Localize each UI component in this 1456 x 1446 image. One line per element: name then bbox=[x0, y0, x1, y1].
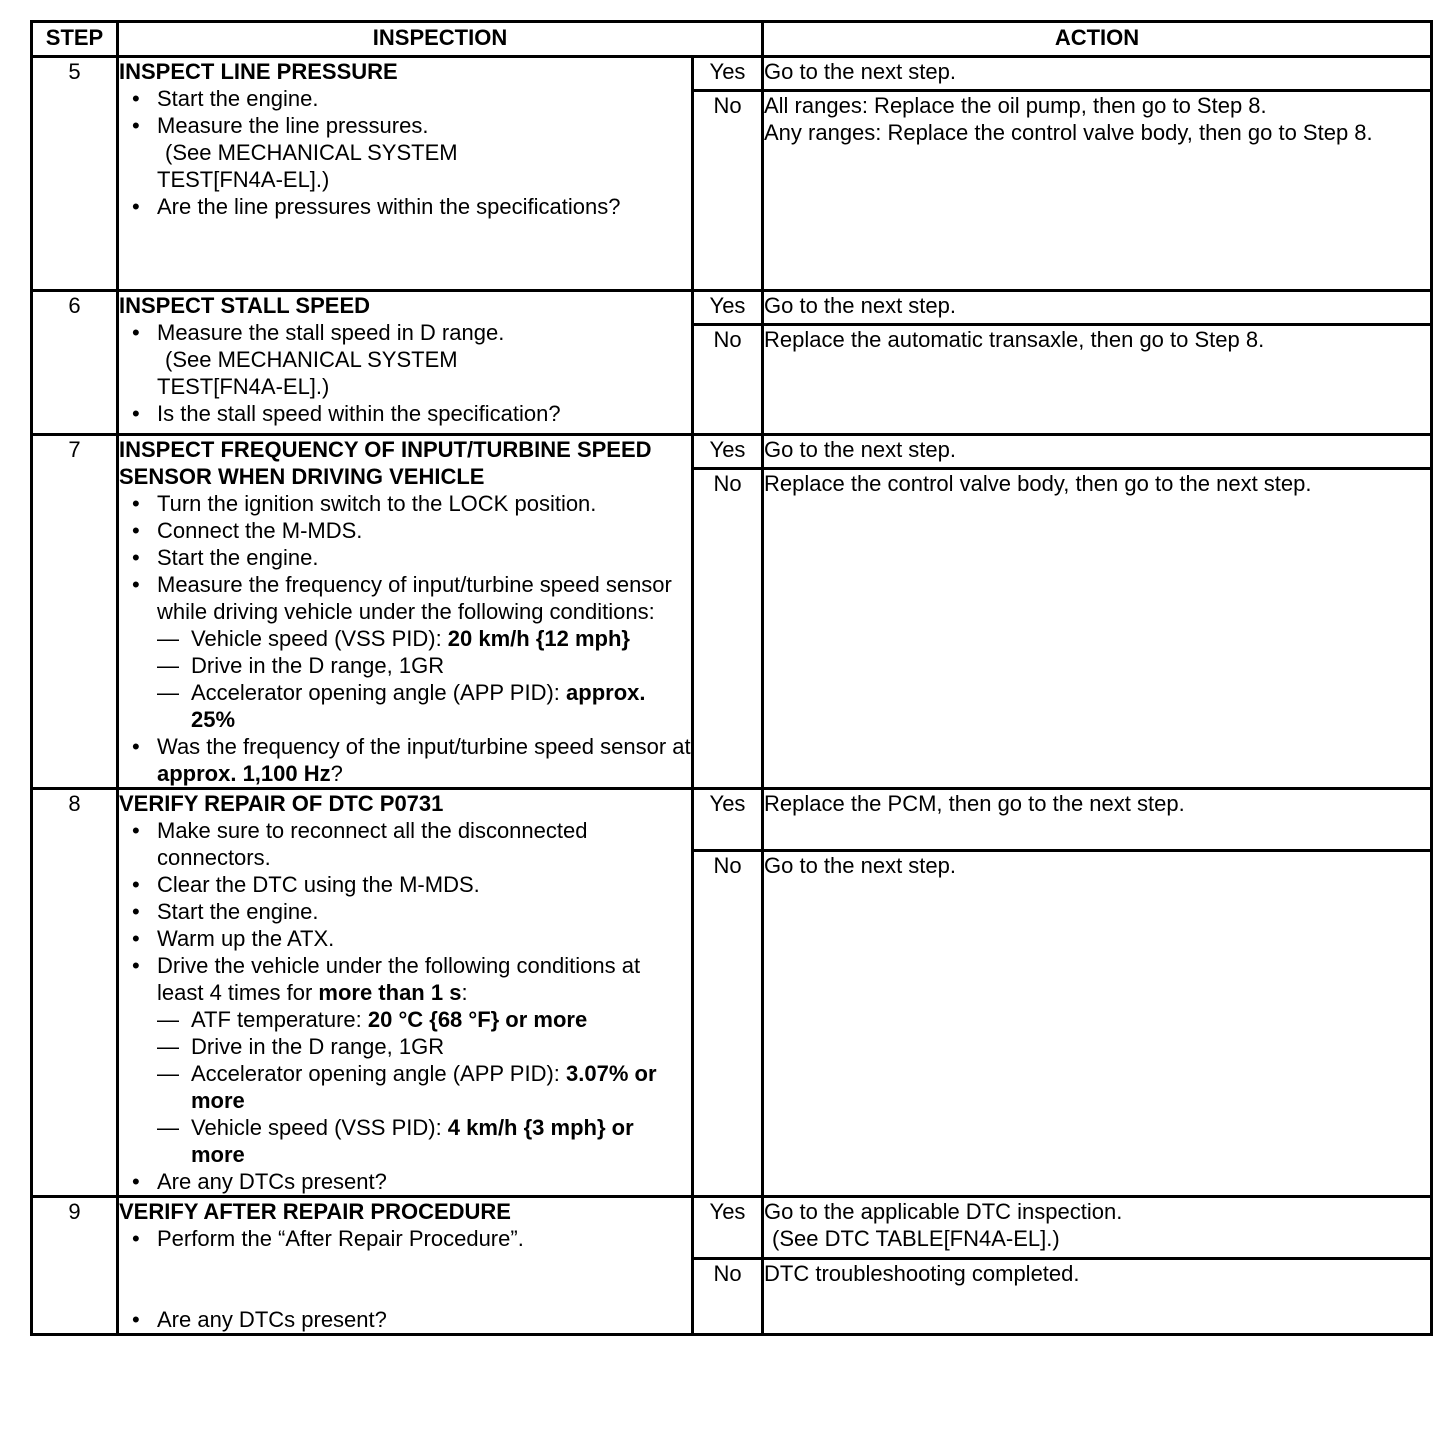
step-title: INSPECT LINE PRESSURE bbox=[119, 59, 398, 84]
reference-text: (See MECHANICAL SYSTEM bbox=[165, 140, 458, 165]
condition-text: Accelerator opening angle (APP PID): bbox=[191, 680, 567, 705]
bullet-item bbox=[119, 319, 691, 400]
step-8-inspection bbox=[118, 789, 693, 1197]
reference-text: TEST[FN4A-EL].) bbox=[157, 167, 330, 192]
no-label: No bbox=[693, 91, 763, 291]
step-title: INSPECT FREQUENCY OF INPUT/TURBINE SPEED SENSOR WHEN DRIVING VEHICLE bbox=[119, 437, 652, 489]
yes-label: Yes bbox=[693, 57, 763, 91]
condition-item bbox=[157, 1114, 691, 1168]
bullet-item: • Perform the “After Repair Procedure”. bbox=[119, 1225, 691, 1252]
condition-list bbox=[157, 625, 691, 733]
condition-item bbox=[157, 625, 691, 652]
condition-text: ATF temperature: bbox=[191, 1007, 368, 1032]
yes-label: Yes bbox=[693, 1197, 763, 1259]
header-row bbox=[32, 22, 1432, 57]
condition-value: approx. 25% bbox=[191, 680, 646, 732]
spec-value: approx. 1,100 Hz bbox=[157, 761, 331, 786]
yes-label: Yes bbox=[693, 291, 763, 325]
step-5-inspection bbox=[118, 57, 693, 291]
condition-item bbox=[157, 1060, 691, 1114]
condition-item: — Drive in the D range, 1GR bbox=[157, 1033, 691, 1060]
condition-list bbox=[157, 1006, 691, 1168]
step-number: 8 bbox=[32, 789, 118, 1197]
step-number: 7 bbox=[32, 435, 118, 789]
step-6-inspection bbox=[118, 291, 693, 435]
condition-value: 20 km/h {12 mph} bbox=[447, 626, 630, 651]
bullet-text: Drive the vehicle under the following conditions at least 4 times for bbox=[157, 953, 641, 1005]
bullet-list bbox=[119, 85, 691, 220]
yes-action bbox=[763, 1197, 1432, 1259]
bullet-item: • Are any DTCs present? bbox=[119, 1168, 691, 1195]
bullet-item bbox=[119, 952, 691, 1168]
step-title: INSPECT STALL SPEED bbox=[119, 293, 371, 318]
condition-value: 4 km/h {3 mph} or more bbox=[191, 1115, 634, 1167]
condition-item bbox=[157, 1006, 691, 1033]
condition-item: — Drive in the D range, 1GR bbox=[157, 652, 691, 679]
yes-label: Yes bbox=[693, 435, 763, 469]
bullet-item bbox=[119, 112, 691, 193]
step-9-row-yes bbox=[32, 1197, 1432, 1259]
bullet-item: • Make sure to reconnect all the disconnected connectors. bbox=[119, 817, 691, 871]
condition-text: Vehicle speed (VSS PID): bbox=[191, 626, 448, 651]
bullet-item: • Start the engine. bbox=[119, 85, 691, 112]
bullet-list bbox=[119, 1225, 691, 1252]
action-line: Go to the applicable DTC inspection. bbox=[764, 1199, 1123, 1224]
condition-value: 20 °C {68 °F} or more bbox=[367, 1007, 588, 1032]
step-number: 6 bbox=[32, 291, 118, 435]
bullet-text: Measure the line pressures. bbox=[157, 113, 429, 138]
no-action: Go to the next step. bbox=[763, 851, 1432, 1197]
header-action: ACTION bbox=[763, 22, 1432, 57]
bullet-text: ? bbox=[330, 761, 343, 786]
step-title: VERIFY REPAIR OF DTC P0731 bbox=[119, 791, 444, 816]
bullet-item: • Clear the DTC using the M-MDS. bbox=[119, 871, 691, 898]
reference-text: (See MECHANICAL SYSTEM bbox=[165, 347, 458, 372]
yes-action: Go to the next step. bbox=[763, 57, 1432, 91]
bullet-item: • Turn the ignition switch to the LOCK position. bbox=[119, 490, 691, 517]
bullet-item: • Start the engine. bbox=[119, 898, 691, 925]
yes-label: Yes bbox=[693, 789, 763, 851]
step-7-inspection bbox=[118, 435, 693, 789]
bullet-text: Measure the stall speed in D range. bbox=[157, 320, 505, 345]
bullet-text: Measure the frequency of input/turbine speed sensor while driving vehicle under the following conditions: bbox=[157, 572, 672, 624]
step-title: VERIFY AFTER REPAIR PROCEDURE bbox=[119, 1199, 511, 1224]
bullet-item bbox=[119, 571, 691, 733]
yes-action: Go to the next step. bbox=[763, 435, 1432, 469]
step-5-row-yes bbox=[32, 57, 1432, 91]
step-8-row-yes bbox=[32, 789, 1432, 851]
no-action: DTC troubleshooting completed. bbox=[763, 1259, 1432, 1335]
no-action: Replace the control valve body, then go to the next step. bbox=[763, 469, 1432, 789]
header-step: STEP bbox=[32, 22, 118, 57]
reference-text: TEST[FN4A-EL].) bbox=[157, 374, 330, 399]
no-action: Replace the automatic transaxle, then go to Step 8. bbox=[763, 325, 1432, 435]
bullet-item: • Connect the M-MDS. bbox=[119, 517, 691, 544]
header-inspection: INSPECTION bbox=[118, 22, 763, 57]
condition-item bbox=[157, 679, 691, 733]
action-line: Any ranges: Replace the control valve body, then go to Step 8. bbox=[764, 120, 1373, 145]
bullet-list bbox=[119, 319, 691, 427]
step-6-row-yes bbox=[32, 291, 1432, 325]
condition-value: 3.07% or more bbox=[191, 1061, 657, 1113]
step-number: 5 bbox=[32, 57, 118, 291]
no-label: No bbox=[693, 469, 763, 789]
bullet-item: • Warm up the ATX. bbox=[119, 925, 691, 952]
action-line: All ranges: Replace the oil pump, then go to Step 8. bbox=[764, 93, 1267, 118]
no-label: No bbox=[693, 851, 763, 1197]
yes-action: Replace the PCM, then go to the next step. bbox=[763, 789, 1432, 851]
bullet-list bbox=[119, 1306, 691, 1333]
step-number: 9 bbox=[32, 1197, 118, 1335]
bullet-item: • Are the line pressures within the specifications? bbox=[119, 193, 691, 220]
bullet-text: : bbox=[461, 980, 468, 1005]
bullet-item: • Are any DTCs present? bbox=[119, 1306, 691, 1333]
spec-value: more than 1 s bbox=[318, 980, 462, 1005]
bullet-text: Was the frequency of the input/turbine speed sensor at bbox=[157, 734, 691, 759]
no-label: No bbox=[693, 1259, 763, 1335]
yes-action: Go to the next step. bbox=[763, 291, 1432, 325]
bullet-list bbox=[119, 817, 691, 1195]
reference-text: (See DTC TABLE[FN4A-EL].) bbox=[772, 1226, 1060, 1251]
no-label: No bbox=[693, 325, 763, 435]
step-9-inspection bbox=[118, 1197, 693, 1335]
bullet-item: • Is the stall speed within the specification? bbox=[119, 400, 691, 427]
bullet-item: • Start the engine. bbox=[119, 544, 691, 571]
condition-text: Vehicle speed (VSS PID): bbox=[191, 1115, 448, 1140]
bullet-item bbox=[119, 733, 691, 787]
troubleshooting-table bbox=[30, 20, 1433, 1336]
condition-text: Accelerator opening angle (APP PID): bbox=[191, 1061, 567, 1086]
spacer bbox=[119, 1252, 691, 1306]
no-action bbox=[763, 91, 1432, 291]
step-7-row-yes bbox=[32, 435, 1432, 469]
bullet-list bbox=[119, 490, 691, 787]
